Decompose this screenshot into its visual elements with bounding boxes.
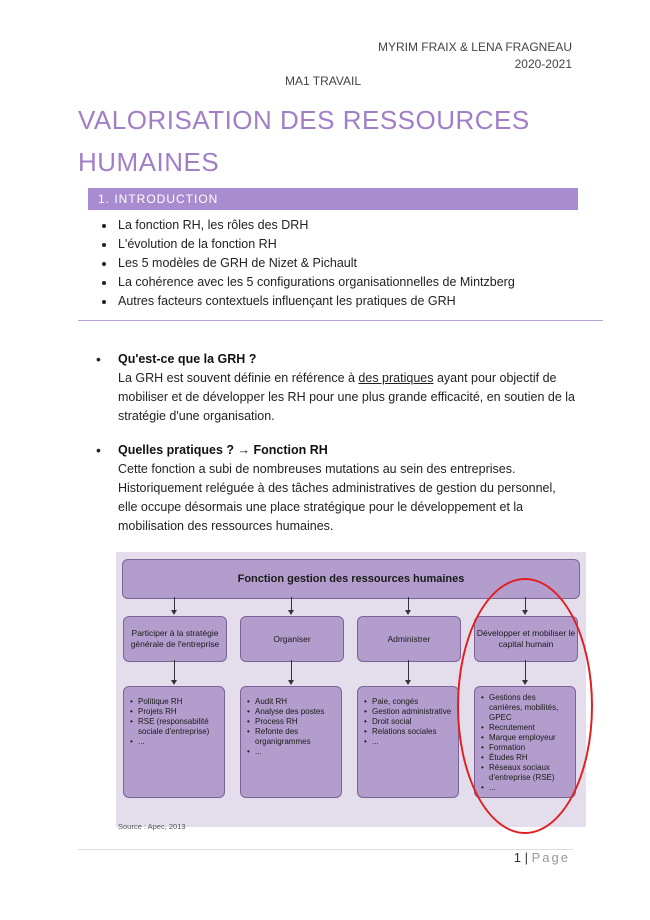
page-number: 1 | Page [513,850,570,865]
page-title-line2: HUMAINES [78,147,220,177]
question-pratiques-text: Cette fonction a subi de nombreuses mutations au sein des entreprises. Historiquement reléguée à des tâches administratives de gestion du personnel, elle occupe désormais une place stratégique pour le développement et la mobilisation des ressources humaines. [118,462,556,533]
diagram-item: • Analyse des postes [255,707,337,717]
header-authors: MYRIM FRAIX & LENA FRAGNEAU [377,40,572,54]
arrow-down-icon [171,610,177,615]
diagram-item: • Réseaux sociaux d'entreprise (RSE) [489,763,571,783]
header-year: 2020-2021 [514,57,572,71]
diagram-column-head: Participer à la stratégie générale de l'entreprise [123,616,227,662]
footer-divider [78,849,573,850]
diagram-item: • Projets RH [138,707,220,717]
intro-item: • La fonction RH, les rôles des DRH [116,216,515,235]
diagram-item: • Audit RH [255,697,337,707]
diagram-item: • Recrutement [489,723,571,733]
section-heading-introduction: 1. INTRODUCTION [88,188,578,210]
question-pratiques-block [96,441,576,536]
question-pratiques-title: Quelles pratiques ? → Fonction RH [118,443,328,457]
diagram-item: • Marque employeur [489,733,571,743]
diagram-column-head: Développer et mobiliser le capital humain [474,616,578,662]
diagram-connector [174,660,175,680]
section-divider [78,320,603,321]
arrow-down-icon [288,610,294,615]
arrow-down-icon [171,680,177,685]
diagram-item: • RSE (responsabilité sociale d'entreprise) [138,717,220,737]
diagram-item: • Gestions des carrières, mobilités, GPEC [489,693,571,723]
diagram-item: • Process RH [255,717,337,727]
arrow-down-icon [405,610,411,615]
intro-item: • La cohérence avec les 5 configurations organisationnelles de Mintzberg [116,273,515,292]
diagram-item: • ... [255,747,337,757]
question-grh-title: Qu'est-ce que la GRH ? [118,352,257,366]
diagram-item: • ... [138,737,220,747]
question-grh-text: La GRH est souvent définie en référence à des pratiques ayant pour objectif de mobiliser et de développer les RH pour une plus grande efficacité, en soutien de la stratégie d'une organisation. [118,371,575,423]
diagram-column-items [357,686,459,798]
diagram-column-items [123,686,225,798]
diagram-column-items [240,686,342,798]
diagram-connector [408,597,409,611]
bullet-dot: • [96,442,101,458]
diagram-item: • Politique RH [138,697,220,707]
diagram-item: • Relations sociales [372,727,454,737]
header-course: MA1 TRAVAIL [285,74,362,88]
diagram-column-head: Organiser [240,616,344,662]
link-des-pratiques: des pratiques [358,371,434,385]
intro-item: • L'évolution de la fonction RH [116,235,515,254]
diagram-item: • ... [372,737,454,747]
diagram-item: • Droit social [372,717,454,727]
diagram-item: • Formation [489,743,571,753]
diagram-connector [291,597,292,611]
diagram-connector [408,660,409,680]
diagram-source: Source : Apec, 2013 [118,822,186,831]
diagram-top-box: Fonction gestion des ressources humaines [122,559,580,599]
diagram-item: • Refonte des organigrammes [255,727,337,747]
intro-list [96,216,515,311]
diagram-item: • ... [489,783,571,793]
question-grh-block [96,350,576,426]
diagram-item: • Paie, congés [372,697,454,707]
diagram-item: • Gestion administrative [372,707,454,717]
arrow-down-icon [405,680,411,685]
arrow-down-icon [288,680,294,685]
highlight-circle-annotation [457,578,593,834]
diagram-column-head: Administrer [357,616,461,662]
intro-item: • Autres facteurs contextuels influençant les pratiques de GRH [116,292,515,311]
intro-item: • Les 5 modèles de GRH de Nizet & Pichault [116,254,515,273]
diagram-item: • Études RH [489,753,571,763]
page-title-line1: VALORISATION DES RESSOURCES [78,105,530,135]
diagram-connector [174,597,175,611]
arrow-right-icon: → [237,443,250,457]
diagram-connector [291,660,292,680]
bullet-dot: • [96,351,101,367]
